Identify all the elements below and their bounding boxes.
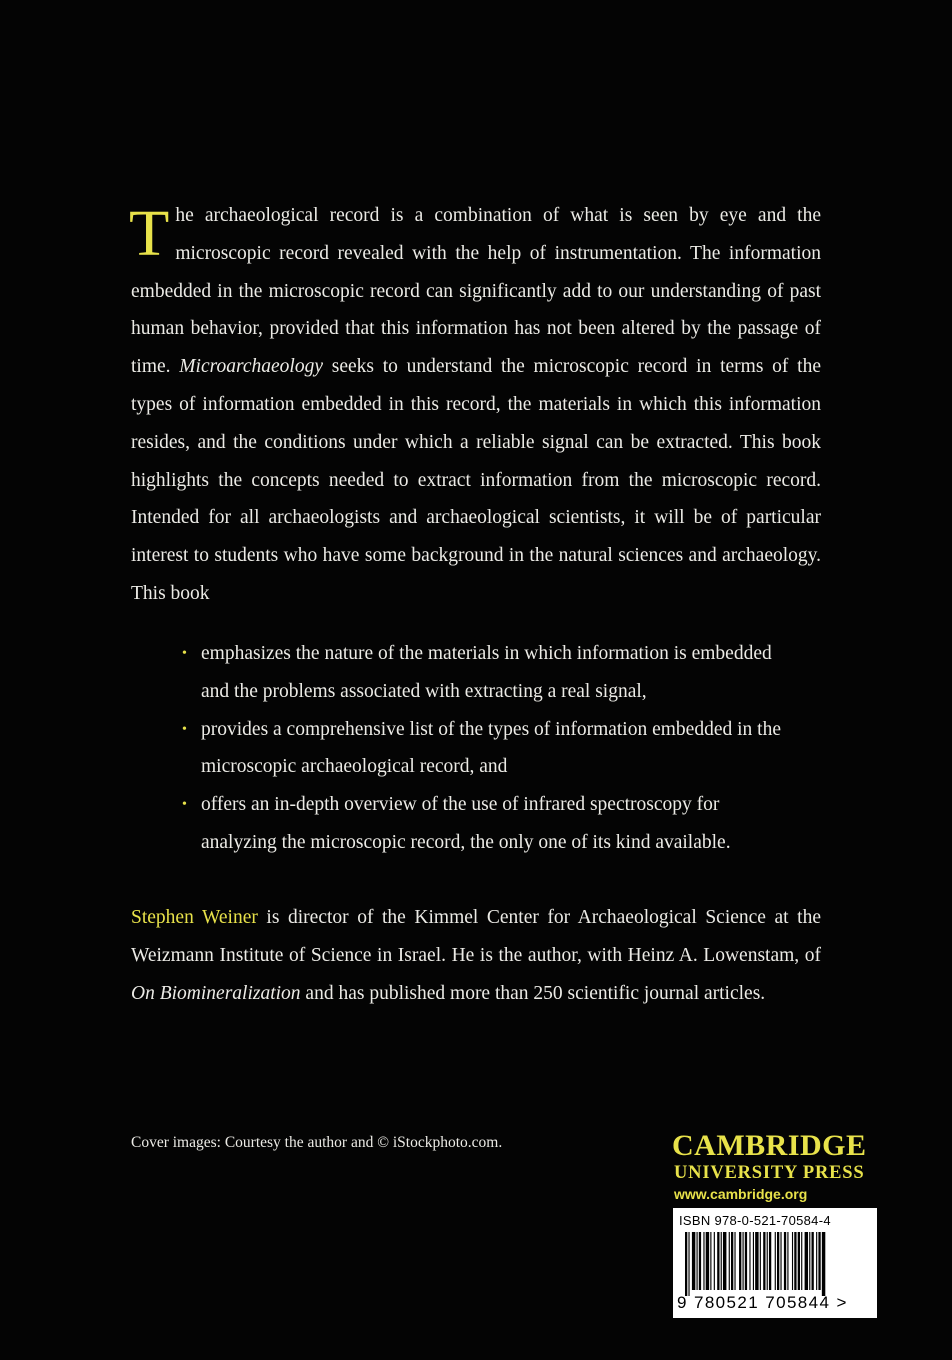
barcode-bar [710, 1232, 711, 1290]
cover-credit: Cover images: Courtesy the author and © iStockphoto.com. [131, 1134, 503, 1151]
barcode-bar [801, 1232, 802, 1290]
bio-text-after: and has published more than 250 scientific journal articles. [300, 982, 766, 1004]
barcode-bar [812, 1232, 814, 1290]
publisher-logo [672, 1130, 882, 1204]
barcode-bar [731, 1232, 733, 1290]
barcode-bar [729, 1232, 730, 1290]
list-item [182, 711, 782, 787]
barcode-bar [706, 1232, 709, 1290]
barcode-bar [749, 1232, 750, 1290]
barcode-bar [743, 1232, 744, 1290]
barcode-bar [755, 1232, 758, 1290]
barcode-bar [784, 1232, 786, 1290]
list-item [182, 635, 782, 711]
list-item [182, 786, 782, 862]
barcode-bar [745, 1232, 747, 1290]
list-item-text: emphasizes the nature of the materials in which information is embedded and the problems associated with extracting a real signal, [201, 643, 772, 702]
publisher-url: www.cambridge.org [674, 1186, 808, 1202]
blurb-intro: he archaeological record is a combination of what is seen by eye and the microscopic record revealed with the help of instrumentation. The information embedded in the microscopic record can significantly add to our understanding of past human behavior, provided that this information has not been altered by the passage of time. [131, 205, 821, 378]
barcode-bar [753, 1232, 754, 1290]
blurb-rest: seeks to understand the microscopic record in terms of the types of information embedded in this record, the materials in which this information resides, and the conditions under which a reliable signal can be extracted. This book highlights the concepts needed to extract information from the microscopic record. Intended for all archaeologists and archaeological scientists, it will be of particular interest to students who have some background in the natural sciences and archaeology. This book [131, 356, 821, 604]
drop-cap: T [129, 197, 170, 270]
author-bio [131, 899, 821, 1012]
list-item-text: offers an in-depth overview of the use of infrared spectroscopy for analyzing the microscopic record, the only one of its kind available. [201, 794, 731, 853]
barcode-bar [760, 1232, 761, 1290]
barcode-bar [688, 1232, 689, 1296]
barcode-bar [787, 1232, 788, 1290]
barcode-bar [816, 1232, 817, 1290]
bullet-icon: • [182, 646, 187, 661]
barcode-bar [822, 1232, 825, 1296]
barcode-bar [777, 1232, 779, 1290]
barcode-bar [723, 1232, 726, 1290]
barcode-bar [818, 1232, 820, 1290]
list-item-text: provides a comprehensive list of the types of information embedded in the microscopic archaeological record, and [201, 718, 781, 778]
bullet-icon: • [182, 797, 187, 813]
barcode-bar [685, 1232, 687, 1296]
barcode-bar [780, 1232, 781, 1290]
barcode-bar [697, 1232, 698, 1290]
barcode-bar [794, 1232, 796, 1290]
barcode-bar [805, 1232, 808, 1290]
barcode-bar [734, 1232, 735, 1290]
barcode-bar [775, 1232, 776, 1290]
barcode-digits: 9 780521 705844 > [677, 1293, 848, 1312]
bullet-icon: • [182, 721, 187, 737]
barcode-bar [692, 1232, 695, 1290]
barcode-bar [699, 1232, 701, 1290]
barcode-bar [739, 1232, 741, 1290]
feature-list [182, 635, 782, 862]
barcode-bar [767, 1232, 768, 1290]
isbn-barcode-box [673, 1208, 877, 1318]
blurb-title-italic: Microarchaeology [179, 356, 323, 378]
barcode-bar [763, 1232, 765, 1290]
barcode-bar [769, 1232, 771, 1290]
isbn-label: ISBN 978-0-521-70584-4 [679, 1213, 831, 1228]
barcode-bar [714, 1232, 715, 1290]
publisher-name: CAMBRIDGE [672, 1129, 867, 1162]
barcode-bar [809, 1232, 810, 1290]
barcode-bar [798, 1232, 800, 1290]
author-name: Stephen Weiner [131, 907, 258, 928]
bio-text-before: is director of the Kimmel Center for Archaeological Science at the Weizmann Institute of Science in Israel. He is the author, with Heinz A. Lowenstam, of [131, 907, 821, 966]
barcode-bar [792, 1232, 793, 1290]
publisher-subtitle: UNIVERSITY PRESS [674, 1163, 865, 1183]
blurb-paragraph [131, 197, 821, 613]
barcode-bar [721, 1232, 722, 1290]
barcode-bar [717, 1232, 719, 1290]
bio-book-title: On Biomineralization [131, 982, 301, 1004]
barcode-bar [703, 1232, 704, 1290]
